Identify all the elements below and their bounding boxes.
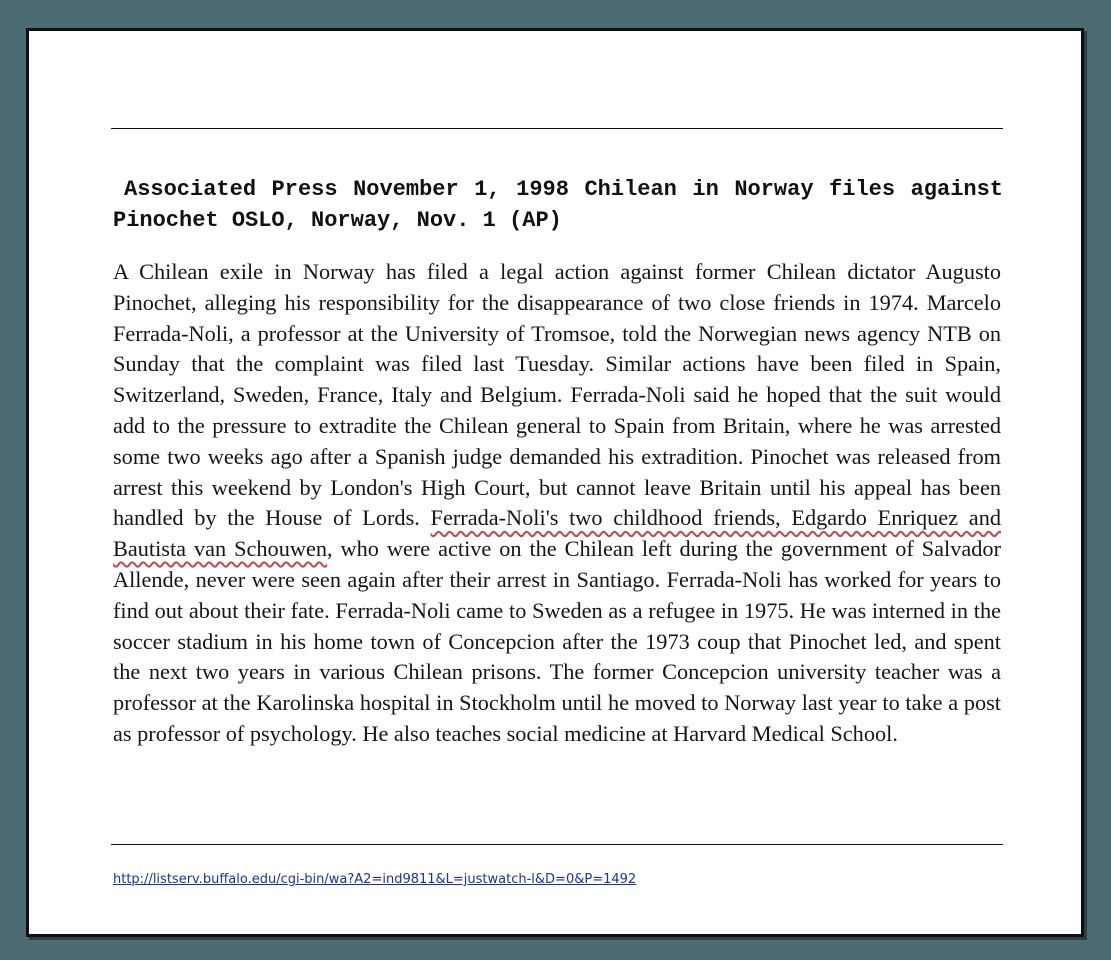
highlighted-passage: Ferrada-Noli's two childhood friends, Edgardo Enriquez and Bautista van Schouwen xyxy=(113,505,1001,562)
article-body xyxy=(113,257,1001,750)
source-url-link[interactable]: http://listserv.buffalo.edu/cgi-bin/wa?A2=ind9811&L=justwatch-l&D=0&P=1492 xyxy=(113,872,637,887)
body-text-before: A Chilean exile in Norway has filed a legal action against former Chilean dictator Augusto Pinochet, alleging his responsibility for the disappearance of two close friends in 1974. Marcelo Ferrada-Noli, a professor at the University of Tromsoe, told the Norwegian news agency NTB on Sunday that the complaint was filed last Tuesday. Similar actions have been filed in Spain, Switzerland, Sweden, France, Italy and Belgium. Ferrada-Noli said he hoped that the suit would add to the pressure to extradite the Chilean general to Spain from Britain, where he was arrested some two weeks ago after a Spanish judge demanded his extradition. Pinochet was released from arrest this weekend by London's High Court, but cannot leave Britain until his appeal has been handled by the House of Lords. xyxy=(113,259,1001,531)
top-divider xyxy=(111,128,1003,129)
bottom-divider xyxy=(111,844,1003,845)
document-page xyxy=(26,28,1084,937)
article-headline: Associated Press November 1, 1998 Chilean in Norway files against Pinochet OSLO, Norway, Nov. 1 (AP) xyxy=(113,177,1003,233)
body-text-after: , who were active on the Chilean left during the government of Salvador Allende, never were seen again after their arrest in Santiago. Ferrada-Noli has worked for years to find out about their fate. Ferrada-Noli came to Sweden as a refugee in 1975. He was interned in the soccer stadium in his home town of Concepcion after the 1973 coup that Pinochet led, and spent the next two years in various Chilean prisons. The former Concepcion university teacher was a professor at the Karolinska hospital in Stockholm until he moved to Norway last year to take a post as professor of psychology. He also teaches social medicine at Harvard Medical School. xyxy=(113,536,1002,746)
